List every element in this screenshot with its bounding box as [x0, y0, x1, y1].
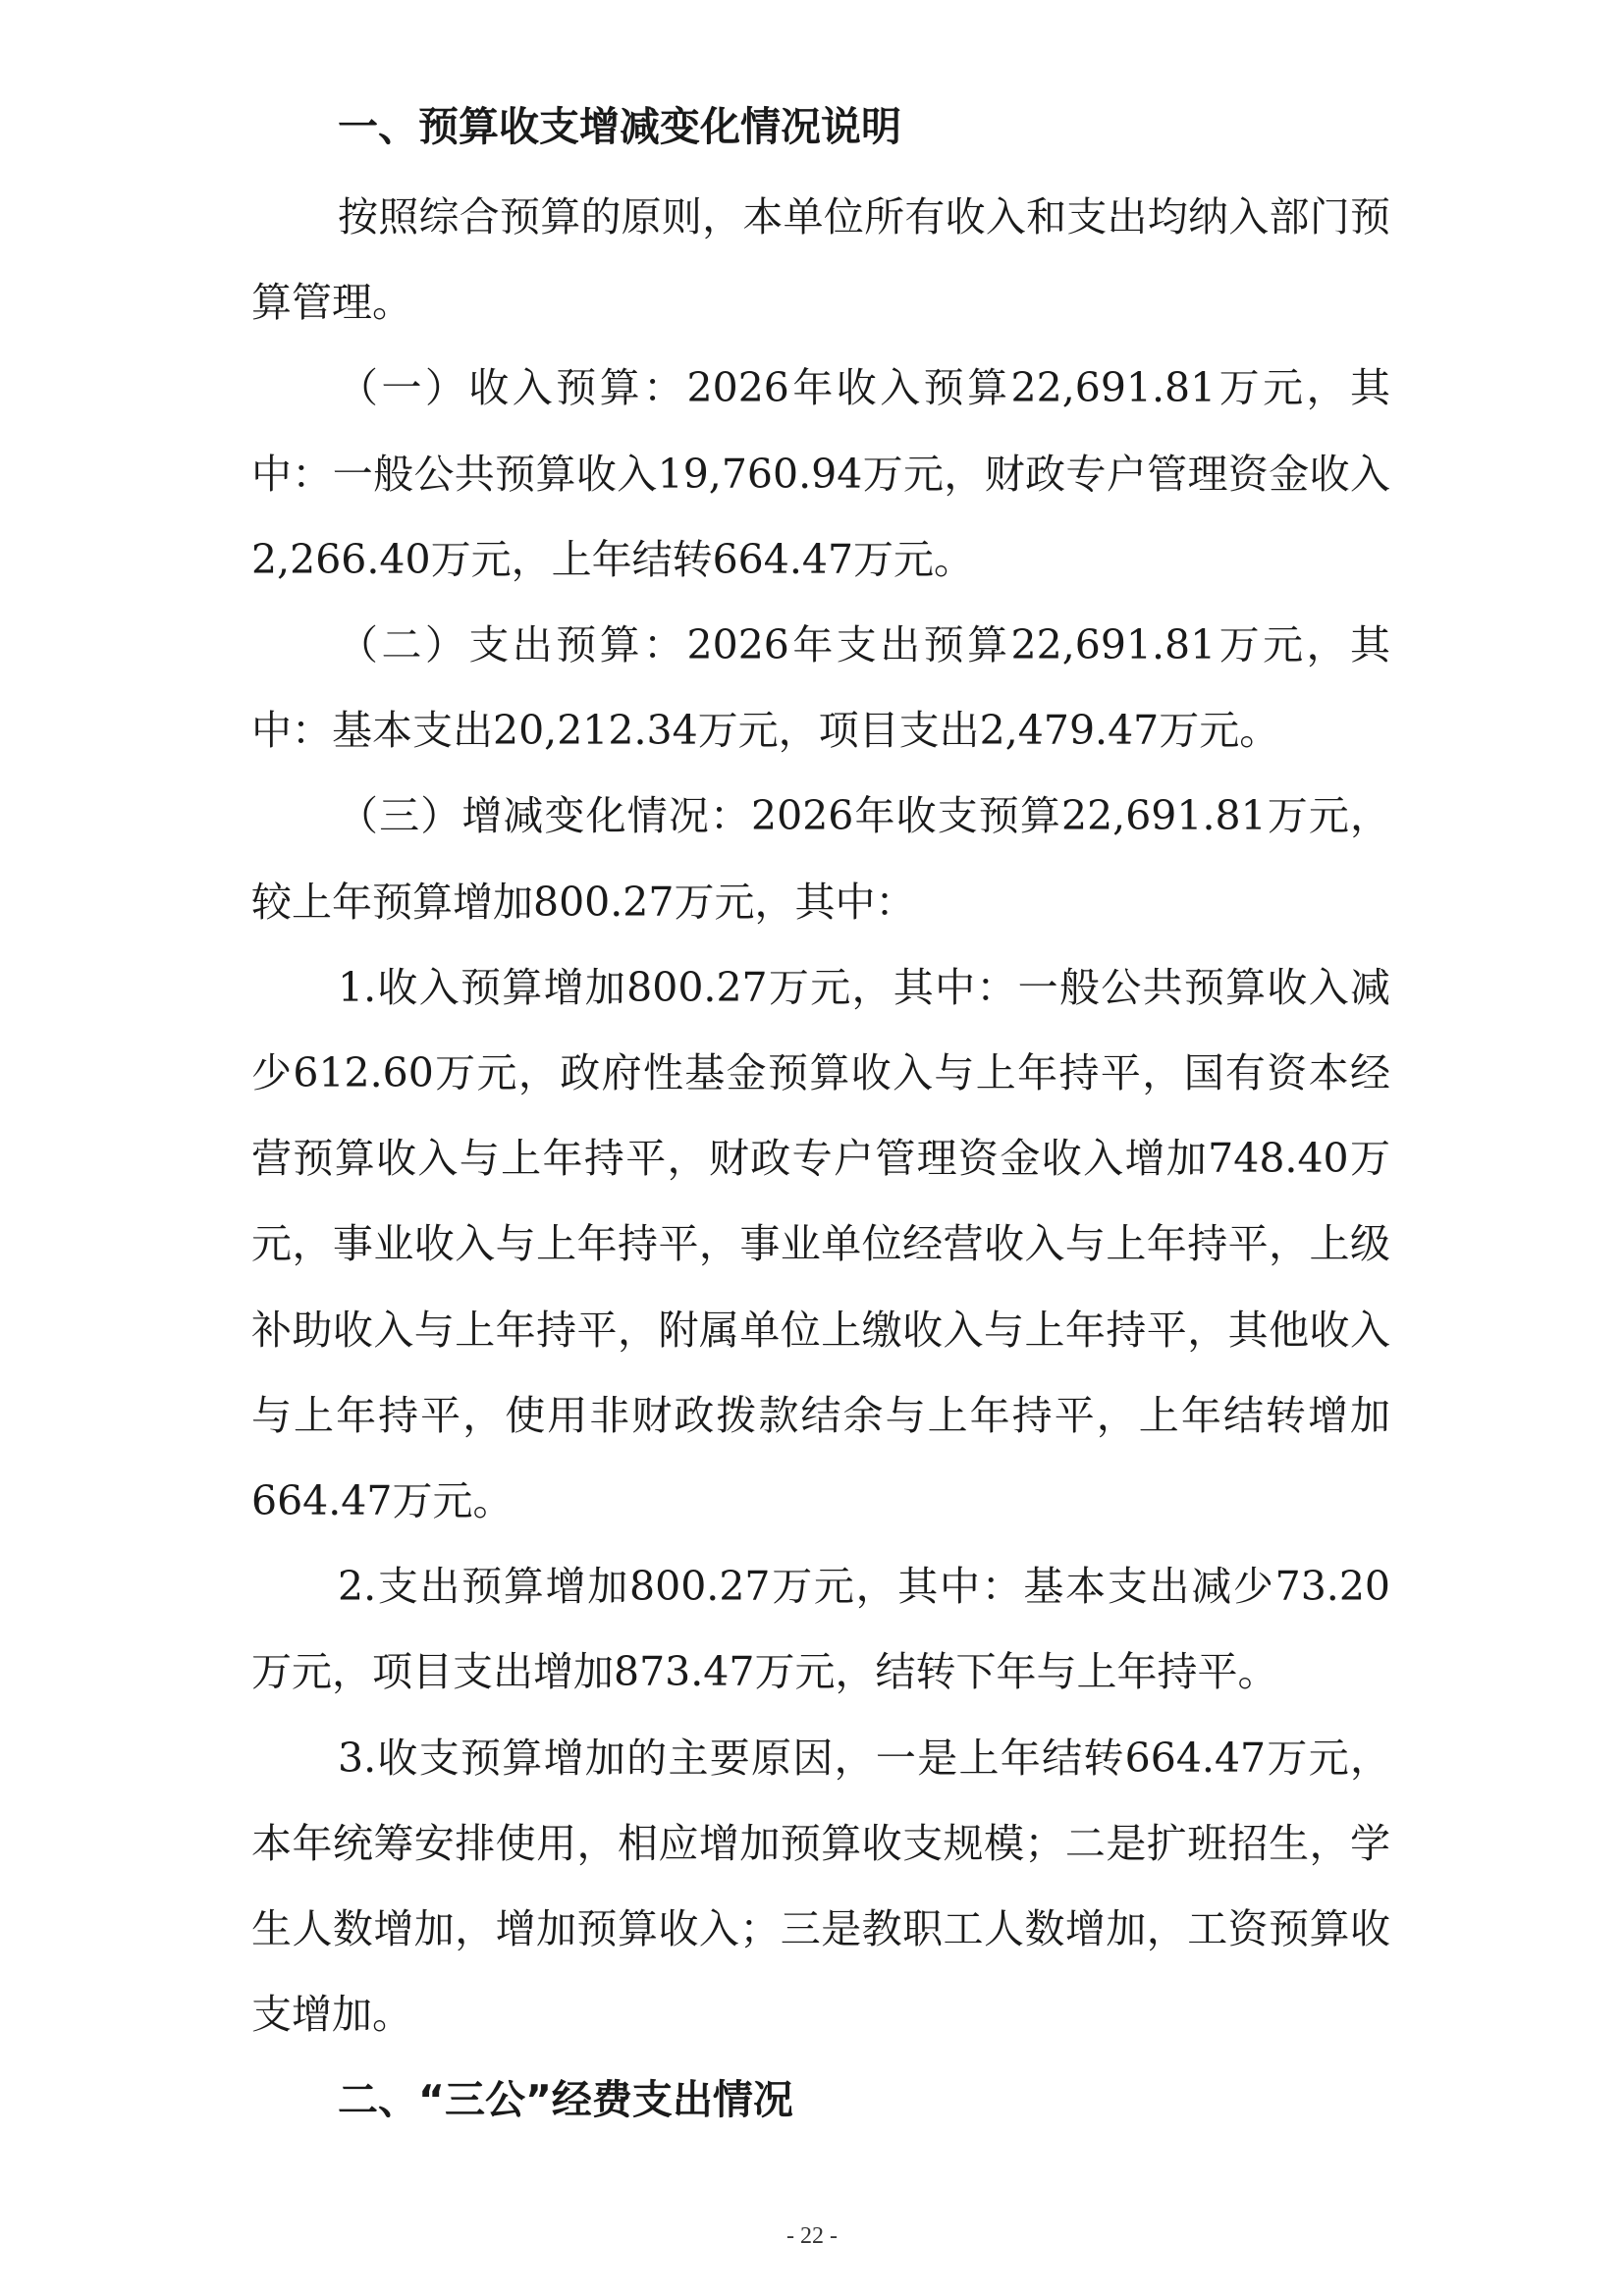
paragraph-change-reasons: 3.收支预算增加的主要原因，一是上年结转664.47万元，本年统筹安排使用，相应增加预算收支规模；二是扩班招生，学生人数增加，增加预算收入；三是教职工人数增加，工资预算收支增加。 — [251, 1734, 1390, 2039]
paragraph-income-budget: （一）收入预算：2026年收入预算22,691.81万元，其中：一般公共预算收入19,760.94万元，财政专户管理资金收入2,266.40万元，上年结转664.47万元。 — [251, 364, 1390, 583]
paragraph-expenditure-budget: （二）支出预算：2026年支出预算22,691.81万元，其中：基本支出20,212.34万元，项目支出2,479.47万元。 — [251, 621, 1390, 755]
paragraph-comprehensive-budget: 按照综合预算的原则，本单位所有收入和支出均纳入部门预算管理。 — [251, 193, 1390, 327]
section-heading-budget-changes: 一、预算收支增减变化情况说明 — [338, 103, 901, 150]
paragraph-income-change-detail: 1.收入预算增加800.27万元，其中：一般公共预算收入减少612.60万元，政府性基金预算收入与上年持平，国有资本经营预算收入与上年持平，财政专户管理资金收入增加748.40万元，事业收入与上年持平，事业单位经营收入与上年持平，上级补助收入与上年持平，附属单位上缴收入与上年持平，其他收入与上年持平，使用非财政拨款结余与上年持平，上年结转增加664.47万元。 — [251, 963, 1390, 1525]
page-number: - 22 - — [786, 2223, 838, 2249]
paragraph-expenditure-change-detail: 2.支出预算增加800.27万元，其中：基本支出减少73.20万元，项目支出增加873.47万元，结转下年与上年持平。 — [251, 1563, 1390, 1696]
page-body — [251, 98, 1390, 2128]
paragraph-change-overview: （三）增减变化情况：2026年收支预算22,691.81万元，较上年预算增加800.27万元，其中： — [251, 792, 1390, 926]
section-heading-three-public-expenses: 二、“三公”经费支出情况 — [338, 2076, 793, 2124]
